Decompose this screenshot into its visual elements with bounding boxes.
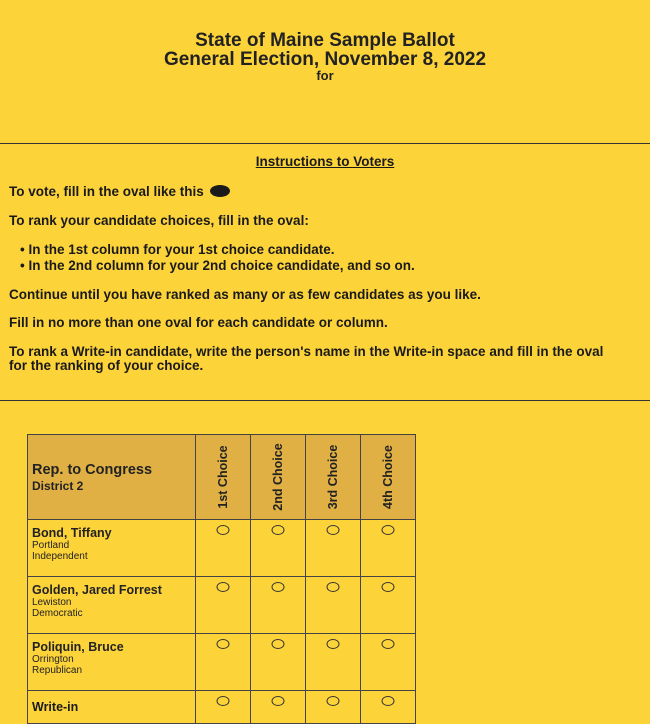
one-oval-instruction: Fill in no more than one oval for each candidate or column. [9, 315, 388, 330]
candidate-name: Poliquin, Bruce [32, 640, 124, 654]
fill-oval-instruction: To vote, fill in the oval like this [9, 184, 230, 199]
instructions-section [0, 144, 650, 401]
instructions-heading: Instructions to Voters [255, 154, 395, 169]
ranked-choice-grid [27, 434, 416, 724]
poliquin-1st-choice-oval[interactable] [217, 639, 230, 649]
oval-cell [196, 577, 251, 634]
ballot-title: State of Maine Sample Ballot [195, 30, 455, 51]
candidate-name: Golden, Jared Forrest [32, 583, 162, 597]
golden-4th-choice-oval[interactable] [382, 582, 395, 592]
oval-cell [196, 634, 251, 691]
candidate-info [28, 577, 196, 634]
oval-cell [361, 634, 416, 691]
choice-column-2: 2nd Choice [251, 435, 306, 520]
ballot-header [0, 0, 650, 144]
rank-instruction: To rank your candidate choices, fill in the oval: [9, 213, 309, 228]
candidate-party: Democratic [32, 608, 83, 619]
write-in-1st-choice-oval[interactable] [217, 696, 230, 706]
candidate-town: Orrington [32, 654, 74, 665]
candidate-party: Independent [32, 551, 88, 562]
office-header [28, 435, 196, 520]
write-in-3rd-choice-oval[interactable] [327, 696, 340, 706]
candidate-row [28, 634, 416, 691]
golden-2nd-choice-oval[interactable] [272, 582, 285, 592]
poliquin-2nd-choice-oval[interactable] [272, 639, 285, 649]
choice-column-1: 1st Choice [196, 435, 251, 520]
oval-cell [306, 634, 361, 691]
oval-cell [361, 691, 416, 724]
filled-oval-example-icon [210, 185, 230, 197]
poliquin-4th-choice-oval[interactable] [382, 639, 395, 649]
oval-cell [306, 691, 361, 724]
bullet-item-2: • In the 2nd column for your 2nd choice candidate, and so on. [20, 258, 415, 273]
oval-cell [251, 577, 306, 634]
bond-3rd-choice-oval[interactable] [327, 525, 340, 535]
oval-cell [251, 520, 306, 577]
for-label: for [316, 68, 334, 83]
choice-column-4: 4th Choice [361, 435, 416, 520]
write-in-row [28, 691, 416, 724]
oval-cell [361, 577, 416, 634]
write-in-label[interactable]: Write-in [28, 691, 196, 724]
poliquin-3rd-choice-oval[interactable] [327, 639, 340, 649]
bond-2nd-choice-oval[interactable] [272, 525, 285, 535]
choice-column-3: 3rd Choice [306, 435, 361, 520]
continue-instruction: Continue until you have ranked as many or as few candidates as you like. [9, 287, 481, 302]
office-district: District 2 [32, 478, 84, 493]
golden-3rd-choice-oval[interactable] [327, 582, 340, 592]
oval-cell [306, 520, 361, 577]
candidate-row [28, 577, 416, 634]
oval-cell [196, 520, 251, 577]
oval-cell [361, 520, 416, 577]
candidate-town: Lewiston [32, 597, 72, 608]
bond-4th-choice-oval[interactable] [382, 525, 395, 535]
candidate-town: Portland [32, 540, 70, 551]
candidate-row [28, 520, 416, 577]
oval-cell [306, 577, 361, 634]
candidate-party: Republican [32, 665, 83, 676]
oval-cell [196, 691, 251, 724]
oval-cell [251, 691, 306, 724]
golden-1st-choice-oval[interactable] [217, 582, 230, 592]
bond-1st-choice-oval[interactable] [217, 525, 230, 535]
write-in-4th-choice-oval[interactable] [382, 696, 395, 706]
contest-header-row [28, 435, 416, 520]
oval-cell [251, 634, 306, 691]
election-title: General Election, November 8, 2022 [163, 49, 487, 70]
write-in-2nd-choice-oval[interactable] [272, 696, 285, 706]
candidate-name: Bond, Tiffany [32, 526, 112, 540]
write-in-instruction-line2: for the ranking of your choice. [9, 358, 204, 373]
write-in-instruction-line1: To rank a Write-in candidate, write the person's name in the Write-in space and fill in the oval [9, 344, 604, 359]
bullet-item-1: • In the 1st column for your 1st choice candidate. [20, 242, 335, 257]
office-name: Rep. to Congress [32, 461, 153, 478]
candidate-info [28, 520, 196, 577]
candidate-info [28, 634, 196, 691]
